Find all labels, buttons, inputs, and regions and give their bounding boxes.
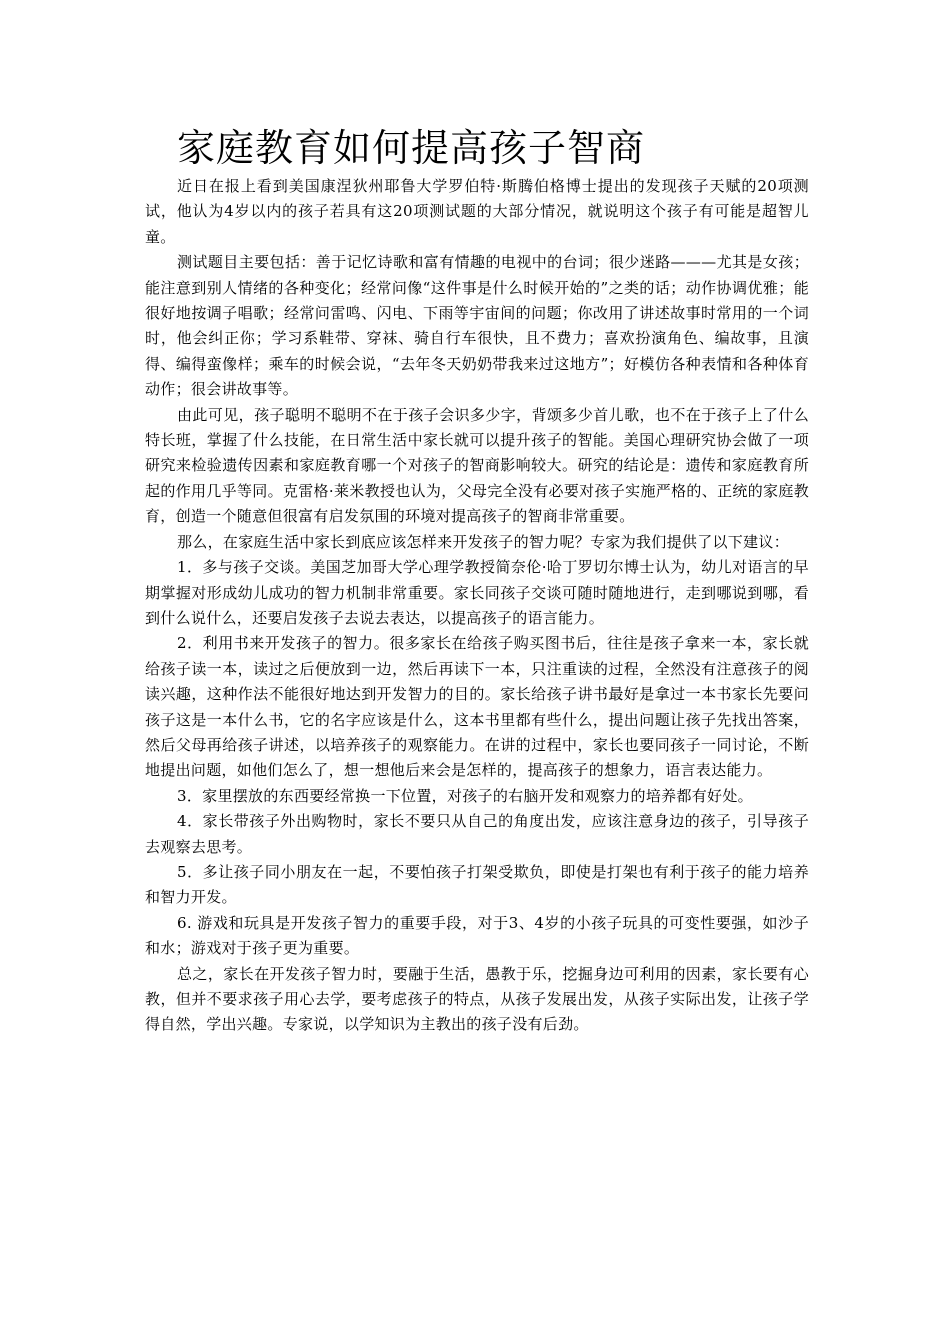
paragraph-tip-6: 6. 游戏和玩具是开发孩子智力的重要手段，对于3、4岁的小孩子玩具的可变性要强，如沙子和水；游戏对于孩子更为重要。 [145,913,809,958]
paragraph-intro: 近日在报上看到美国康涅狄州耶鲁大学罗伯特·斯腾伯格博士提出的发现孩子天赋的20项测试，他认为4岁以内的孩子若具有这20项测试题的大部分情况，就说明这个孩子有可能是超智儿童。 [145,177,809,246]
paragraph-tip-5: 5．多让孩子同小朋友在一起，不要怕孩子打架受欺负，即使是打架也有利于孩子的能力培养和智力开发。 [145,862,809,907]
document-title: 家庭教育如何提高孩子智商 [177,126,646,170]
paragraph-summary: 总之，家长在开发孩子智力时，要融于生活，愚教于乐，挖掘身边可利用的因素，家长要有心教，但并不要求孩子用心去学，要考虑孩子的特点，从孩子发展出发，从孩子实际出发，让孩子学得自然，学出兴趣。专家说，以学知识为主教出的孩子没有后劲。 [145,964,809,1034]
paragraph-question: 那么，在家庭生活中家长到底应该怎样来开发孩子的智力呢？专家为我们提供了以下建议： [177,532,790,551]
paragraph-conclusion-research: 由此可见，孩子聪明不聪明不在于孩子会识多少字，背颂多少首儿歌，也不在于孩子上了什么特长班，掌握了什么技能，在日常生活中家长就可以提升孩子的智能。美国心理研究协会做了一项研究来检验遗传因素和家庭教育哪一个对孩子的智商影响较大。研究的结论是：遗传和家庭教育所起的作用几乎等同。克雷格·莱米教授也认为，父母完全没有必要对孩子实施严格的、正统的家庭教育，创造一个随意但很富有启发氛围的环境对提高孩子的智商非常重要。 [145,405,809,526]
paragraph-test-items: 测试题目主要包括：善于记忆诗歌和富有情趣的电视中的台词；很少迷路———尤其是女孩；能注意到别人情绪的各种变化；经常问像“这件事是什么时候开始的”之类的话；动作协调优雅；能很好地按调子唱歌；经常问雷鸣、闪电、下雨等宇宙间的问题；你改用了讲述故事时常用的一个词时，他会纠正你；学习系鞋带、穿袜、骑自行车很快，且不费力；喜欢扮演角色、编故事，且演得、编得蛮像样；乘车的时候会说，“去年冬天奶奶带我来过这地方”；好模仿各种表情和各种体育动作；很会讲故事等。 [145,253,809,399]
document-body [145,174,809,1038]
paragraph-tip-4: 4．家长带孩子外出购物时，家长不要只从自己的角度出发，应该注意身边的孩子，引导孩子去观察去思考。 [145,812,809,856]
paragraph-tip-2: 2．利用书来开发孩子的智力。很多家长在给孩子购买图书后，往往是孩子拿来一本，家长就给孩子读一本，读过之后便放到一边，然后再读下一本，只注重读的过程，全然没有注意孩子的阅读兴趣，这种作法不能很好地达到开发智力的目的。家长给孩子讲书最好是拿过一本书家长先要问孩子这是一本什么书，它的名字应该是什么，这本书里都有些什么，提出问题让孩子先找出答案，然后父母再给孩子讲述，以培养孩子的观察能力。在讲的过程中，家长也要同孩子一同讨论，不断地提出问题，如他们怎么了，想一想他后来会是怎样的，提高孩子的想象力，语言表达能力。 [145,634,809,780]
paragraph-tip-3: 3．家里摆放的东西要经常换一下位置，对孩子的右脑开发和观察力的培养都有好处。 [177,786,753,805]
paragraph-tip-1: 1．多与孩子交谈。美国芝加哥大学心理学教授简奈伦·哈丁罗切尔博士认为，幼儿对语言的早期掌握对形成幼儿成功的智力机制非常重要。家长同孩子交谈可随时随地进行，走到哪说到哪，看到什么说什么，还要启发孩子去说去表达，以提高孩子的语言能力。 [145,558,809,627]
